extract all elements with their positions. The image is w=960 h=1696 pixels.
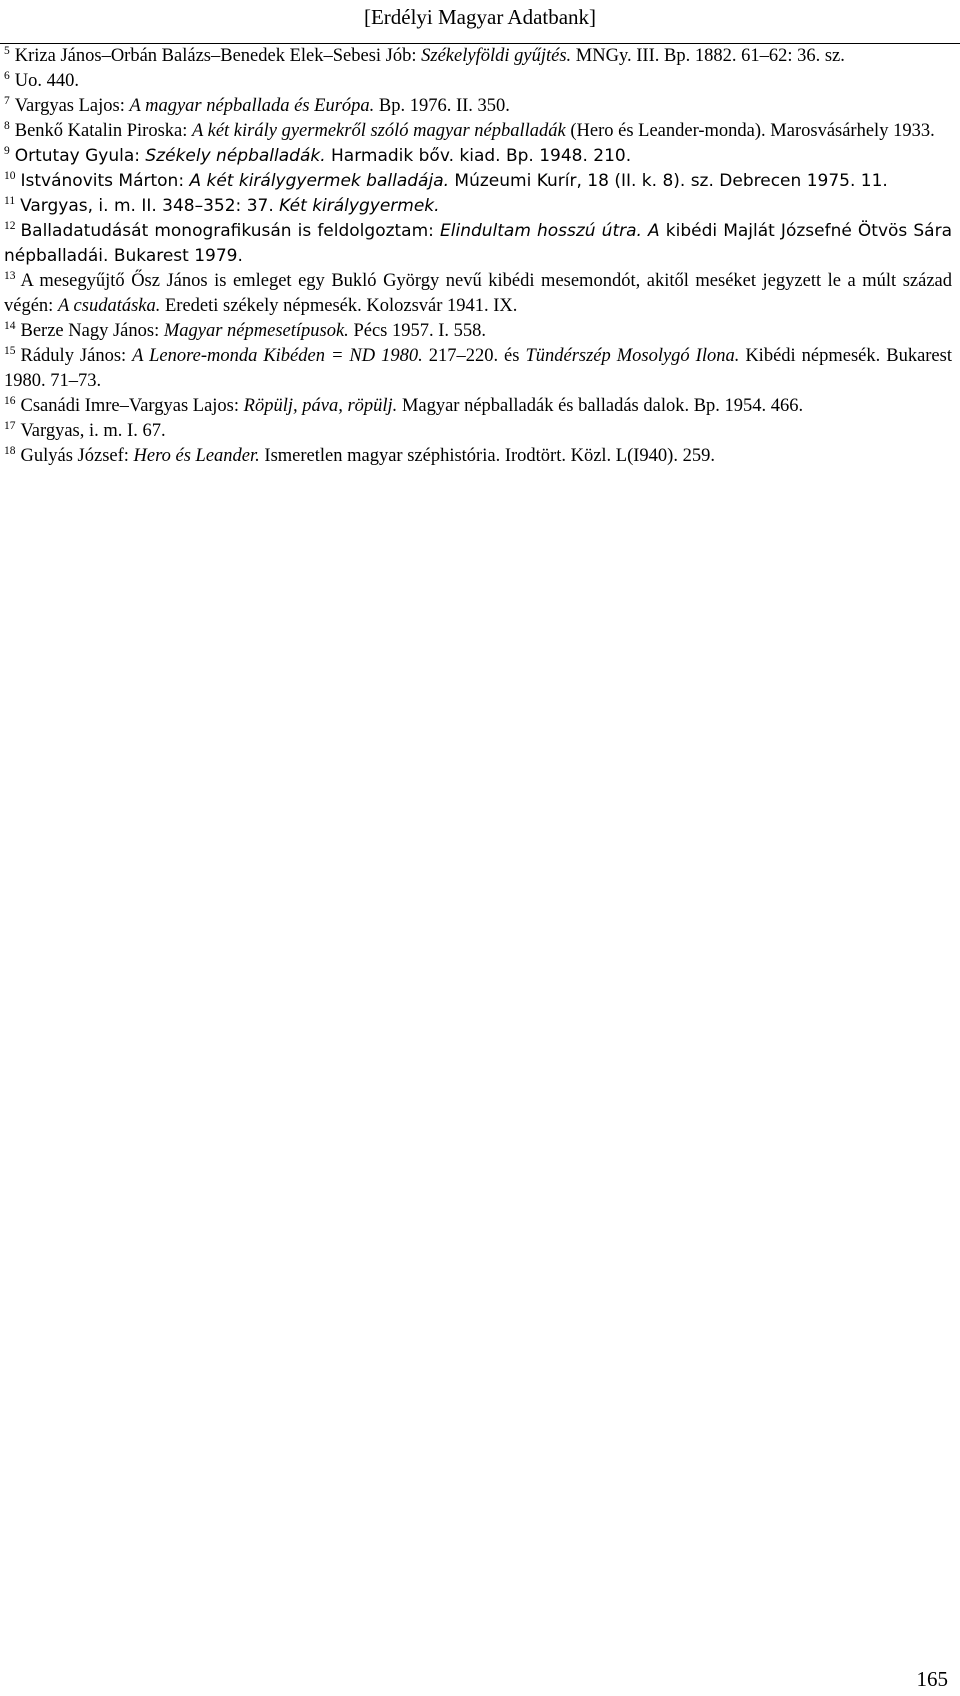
footnote-number: 10 [4,170,16,182]
footnote [4,444,952,469]
footnote-segment: Ráduly János: [20,346,133,366]
footnote-segment: (Hero és Leander-monda). Marosvásárhely 1933. [565,121,935,141]
footnote [4,319,952,344]
footnote-segment: Múzeumi Kurír, 18 (II. k. 8). sz. Debrecen 1975. 11. [449,171,888,191]
footnote-number: 11 [4,195,16,207]
footnote-segment: Bp. 1976. II. 350. [374,96,510,116]
footnote-number: 18 [4,445,16,457]
footnote-number: 12 [4,220,16,232]
footnote-segment: Ismeretlen magyar széphistória. Irodtört. Közl. L(I940). 259. [259,446,715,466]
footnote-segment: Kriza János–Orbán Balázs–Benedek Elek–Sebesi Jób: [14,46,422,66]
footnote-title: Hero és Leander. [133,446,260,466]
footnote-number: 9 [4,145,10,157]
footnote-segment: Vargyas, i. m. II. 348–352: 37. [20,196,280,216]
footnote-text [20,196,439,216]
footnote-title: A két király gyermekről szóló magyar népballadák [192,121,566,141]
footnote-segment: Magyar népballadák és balladás dalok. Bp. 1954. 466. [397,396,804,416]
footnote-segment: MNGy. III. Bp. 1882. 61–62: 36. sz. [571,46,845,66]
footnote-segment: Uo. 440. [14,71,79,91]
footnote-text [15,46,845,66]
footnote [4,419,952,444]
footnote-text [15,96,510,116]
footnote [4,219,952,269]
footnote-segment: Vargyas Lajos: [14,96,130,116]
page-header [0,0,960,44]
footnote-text [21,421,166,441]
footnote-segment: Csanádi Imre–Vargyas Lajos: [20,396,244,416]
footnote [4,344,952,394]
footnote [4,44,952,69]
footnote-number: 17 [4,420,16,432]
footnote-title: Elindultam hosszú útra. A [440,221,660,241]
footnote [4,394,952,419]
footnote-text [4,271,952,316]
footnote-text [21,321,487,341]
footnote-text [15,121,935,141]
footnote-segment: Berze Nagy János: [20,321,164,341]
footnote-text [15,71,79,91]
footnote-number: 13 [4,270,16,282]
footnote-title: A két királygyermek balladája. [189,171,450,191]
footnote-segment: Kibédi népmesék. Bukarest 1980. 71–73. [4,346,952,391]
footnote-number: 5 [4,45,10,57]
footnote-number: 8 [4,120,10,132]
footnote-text [4,346,952,391]
page-number: 165 [916,1667,948,1691]
footnote-text [21,396,804,416]
footnote [4,144,952,169]
footnote-title: Magyar népmesetípusok. [163,321,349,341]
footnote-segment: Ortutay Gyula: [14,146,146,166]
footnotes [4,44,952,469]
footnote-text [21,171,888,191]
footnote-number: 7 [4,95,10,107]
footnote-title: A Lenore-monda Kibéden = ND 1980. [132,346,423,366]
footnote-number: 6 [4,70,10,82]
footnote-text [21,446,715,466]
footnote-segment: Vargyas, i. m. I. 67. [20,421,166,441]
footnote-number: 16 [4,395,16,407]
footnote-title: Röpülj, páva, röpülj. [243,396,398,416]
footnote-text [4,221,952,266]
footnote-title: Tündérszép Mosolygó Ilona. [525,346,740,366]
footnote-text [15,146,631,166]
header-title: [Erdélyi Magyar Adatbank] [363,5,597,29]
footnote [4,94,952,119]
footnote [4,119,952,144]
footnote-segment: kibédi Majlát Józsefné Ötvös Sára népballadái. Bukarest 1979. [4,221,952,266]
footnote-segment: Pécs 1957. I. 558. [348,321,487,341]
footnote-number: 14 [4,320,16,332]
footnote-title: A magyar népballada és Európa. [129,96,375,116]
footnote-title: Két királygyermek. [279,196,440,216]
footnote-segment: Harmadik bőv. kiad. Bp. 1948. 210. [325,146,632,166]
footnote [4,169,952,194]
footnote-segment: Benkő Katalin Piroska: [14,121,193,141]
footnote-title: Székely népballadák. [145,146,326,166]
footnote [4,269,952,319]
footnote-title: Székelyföldi gyűjtés. [421,46,572,66]
footnote-segment: A mesegyűjtő Ősz János is emleget egy Bukló György nevű kibédi mesemondót, akitől meséket jegyzett le a múlt század végén: [4,271,952,316]
footnote-segment: 217–220. és [422,346,526,366]
footnote-segment: Eredeti székely népmesék. Kolozsvár 1941. IX. [160,296,518,316]
footnote-segment: Gulyás József: [20,446,134,466]
footnote [4,194,952,219]
footnote-title: A csudatáska. [57,296,161,316]
footnote [4,69,952,94]
footnote-segment: Istvánovits Márton: [20,171,190,191]
footnote-number: 15 [4,345,16,357]
footnote-segment: Balladatudását monografikusán is feldolgoztam: [20,221,440,241]
